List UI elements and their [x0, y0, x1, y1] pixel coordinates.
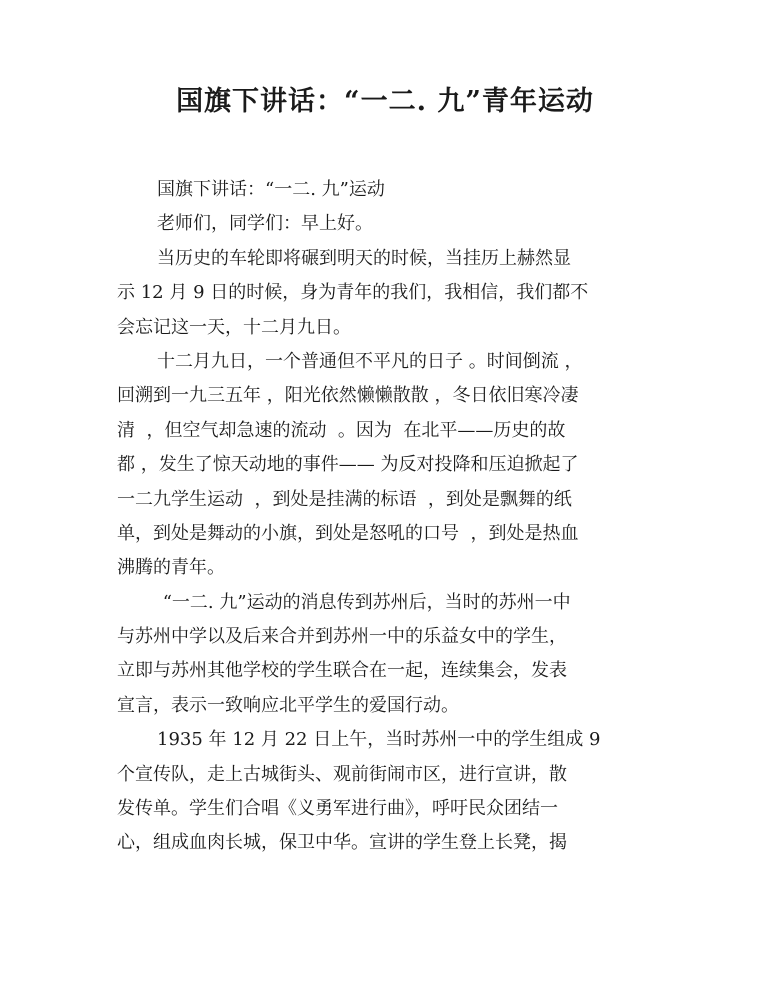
paragraph-december-ninth: [117, 345, 657, 586]
text-line: 国旗下讲话：“一二. 九”运动: [157, 179, 385, 200]
text-line: 宣言，表示一致响应北平学生的爱国行动。: [117, 694, 459, 716]
text-line: 清 ，但空气却急速的流动 。因为 在北平——历史的故: [117, 419, 566, 441]
text-line: 沸腾的青年。: [117, 557, 225, 579]
text-line: 会忘记这一天，十二月九日。: [117, 316, 351, 338]
document-body: [117, 173, 657, 861]
text-line: 一二九学生运动 ，到处是挂满的标语 ，到处是飘舞的纸: [117, 488, 572, 510]
text-line: 立即与苏州其他学校的学生联合在一起，连续集会，发表: [117, 660, 567, 682]
subtitle-paragraph: [117, 173, 657, 207]
document-title: 国旗下讲话：“一二. 九”青年运动: [176, 86, 594, 117]
text-line: 十二月九日，一个普通但不平凡的日子 。时间倒流 ，: [157, 350, 583, 372]
text-line: 老师们，同学们：早上好。: [157, 213, 373, 235]
text-line: 个宣传队，走上古城街头、观前街闹市区，进行宣讲，散: [117, 763, 567, 785]
paragraph-propaganda-teams: [117, 723, 657, 861]
text-line: 1935 年 12 月 22 日上午，当时苏州一中的学生组成 9: [157, 729, 601, 751]
text-line: 回溯到一九三五年 ，阳光依然懒懒散散 ，冬日依旧寒冷凄: [117, 385, 579, 407]
text-line: 单，到处是舞动的小旗，到处是怒吼的口号 ，到处是热血: [117, 522, 579, 544]
paragraph-suzhou-news: [117, 586, 657, 724]
greeting-paragraph: [117, 207, 657, 241]
text-line: 心，组成血肉长城，保卫中华。宣讲的学生登上长凳，揭: [117, 832, 567, 854]
text-line: 发传单。学生们合唱《义勇军进行曲》，呼吁民众团结一: [117, 798, 558, 820]
paragraph-history-wheel: [117, 242, 657, 345]
text-line: 都 ，发生了惊天动地的事件—— 为反对投降和压迫掀起了: [117, 454, 579, 476]
text-line: 与苏州中学以及后来合并到苏州一中的乐益女中的学生，: [117, 626, 567, 648]
text-line: 当历史的车轮即将碾到明天的时候，当挂历上赫然显: [157, 247, 571, 269]
text-line: “一二. 九”运动的消息传到苏州后，当时的苏州一中: [157, 591, 571, 613]
text-line: 示 12 月 9 日的时候，身为青年的我们，我相信，我们都不: [117, 282, 589, 304]
